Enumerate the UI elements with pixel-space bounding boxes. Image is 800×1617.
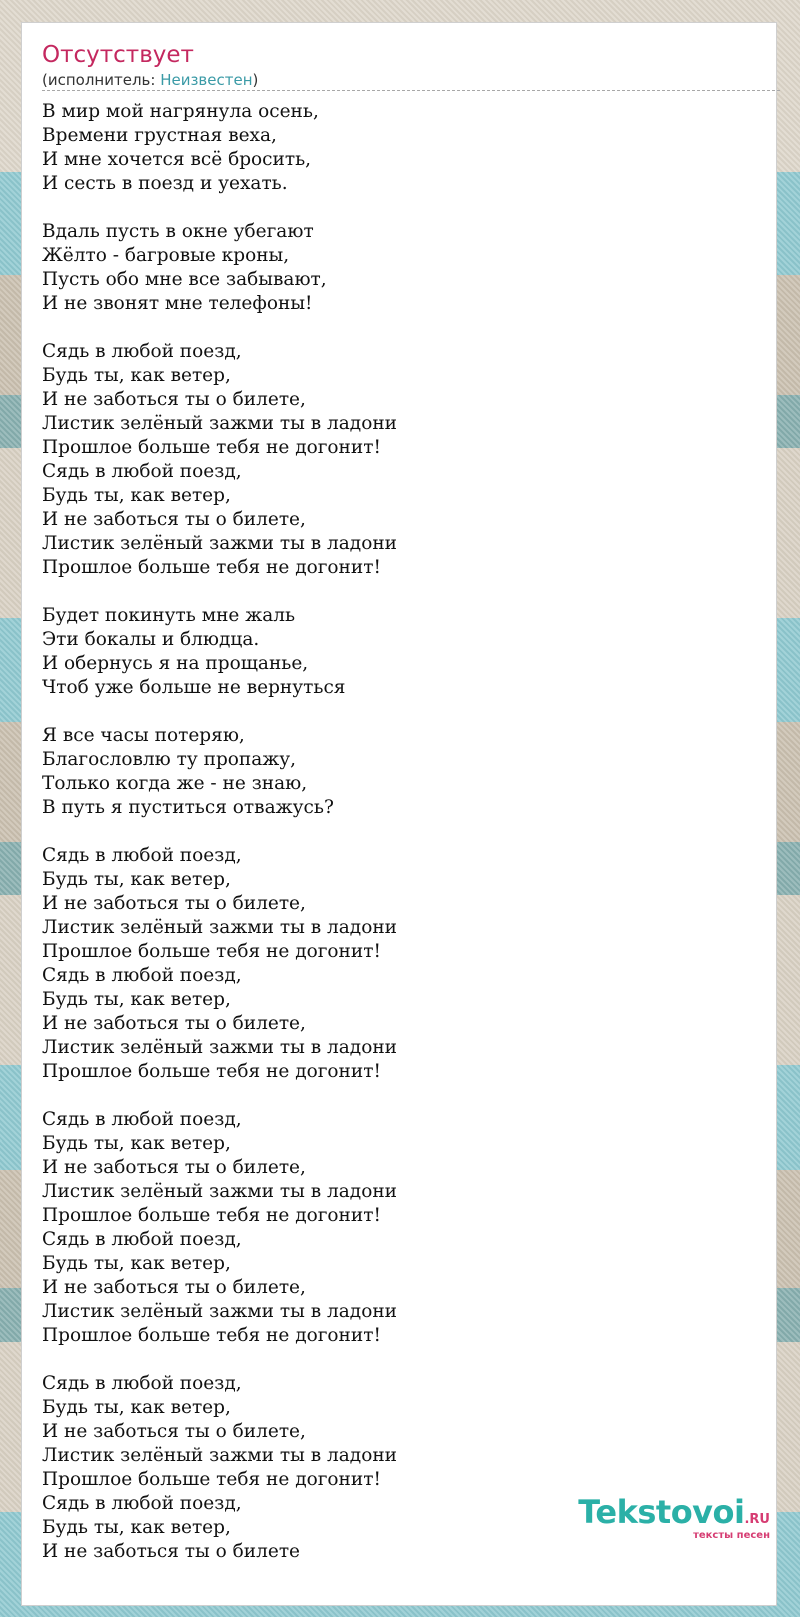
logo-tagline: тексты песен (693, 1530, 770, 1541)
lyrics-line: Листик зелёный зажми ты в ладони (42, 533, 397, 554)
lyrics-line: Будь ты, как ветер, (42, 1253, 231, 1274)
lyrics-line: Будет покинуть мне жаль (42, 605, 296, 626)
lyrics-stanza (42, 844, 397, 1084)
lyrics-line: Благословлю ту пропажу, (42, 749, 297, 770)
lyrics-card (21, 22, 777, 1606)
lyrics-line: Будь ты, как ветер, (42, 989, 231, 1010)
lyrics-line: И не заботься ты о билете (42, 1541, 300, 1562)
lyrics-line: И обернусь я на прощанье, (42, 653, 309, 674)
song-title: Отсутствует (42, 42, 194, 68)
lyrics-stanza (42, 100, 397, 196)
lyrics-line: И не заботься ты о билете, (42, 1421, 306, 1442)
lyrics-line: Прошлое больше тебя не догонит! (42, 1205, 381, 1226)
lyrics-line: Прошлое больше тебя не догонит! (42, 557, 381, 578)
lyrics-line: Листик зелёный зажми ты в ладони (42, 1181, 397, 1202)
lyrics-line: Прошлое больше тебя не догонит! (42, 1469, 381, 1490)
lyrics-line: И не заботься ты о билете, (42, 389, 306, 410)
lyrics-line: И не заботься ты о билете, (42, 509, 306, 530)
lyrics-line: Сядь в любой поезд, (42, 965, 242, 986)
lyrics-line: И не звонят мне телефоны! (42, 293, 313, 314)
artist-link[interactable]: Неизвестен (160, 71, 253, 89)
lyrics-line: И мне хочется всё бросить, (42, 149, 312, 170)
title-divider (42, 90, 780, 91)
lyrics-line: И не заботься ты о билете, (42, 893, 306, 914)
lyrics-line: Прошлое больше тебя не догонит! (42, 1325, 381, 1346)
lyrics-line: Будь ты, как ветер, (42, 1133, 231, 1154)
lyrics-line: Сядь в любой поезд, (42, 1109, 242, 1130)
logo-name: Tekstovoi (578, 1493, 745, 1531)
lyrics-line: Листик зелёный зажми ты в ладони (42, 1445, 397, 1466)
lyrics-line: Прошлое больше тебя не догонит! (42, 437, 381, 458)
lyrics-stanza (42, 1372, 397, 1564)
artist-prefix: (исполнитель: (42, 71, 161, 89)
lyrics-line: В путь я пуститься отважусь? (42, 797, 334, 818)
lyrics-line: Листик зелёный зажми ты в ладони (42, 917, 397, 938)
lyrics-stanza (42, 220, 397, 316)
lyrics-line: Сядь в любой поезд, (42, 341, 242, 362)
lyrics-stanza (42, 340, 397, 580)
lyrics-line: Сядь в любой поезд, (42, 845, 242, 866)
lyrics-line: И не заботься ты о билете, (42, 1013, 306, 1034)
lyrics-line: Листик зелёный зажми ты в ладони (42, 413, 397, 434)
lyrics-stanza (42, 604, 397, 700)
lyrics-stanza (42, 1108, 397, 1348)
lyrics-line: Будь ты, как ветер, (42, 365, 231, 386)
artist-suffix: ) (252, 71, 259, 89)
lyrics-line: В мир мой нагрянула осень, (42, 101, 319, 122)
lyrics-line: Я все часы потеряю, (42, 725, 245, 746)
lyrics-line: Сядь в любой поезд, (42, 1493, 242, 1514)
lyrics-text (42, 100, 397, 1564)
lyrics-line: Пусть обо мне все забывают, (42, 269, 327, 290)
lyrics-line: Будь ты, как ветер, (42, 869, 231, 890)
lyrics-line: Прошлое больше тебя не догонит! (42, 941, 381, 962)
lyrics-line: Сядь в любой поезд, (42, 1373, 242, 1394)
lyrics-line: Времени грустная веха, (42, 125, 277, 146)
lyrics-line: Сядь в любой поезд, (42, 461, 242, 482)
lyrics-line: Будь ты, как ветер, (42, 1397, 231, 1418)
artist-line (42, 70, 258, 90)
lyrics-line: Будь ты, как ветер, (42, 485, 231, 506)
lyrics-line: Будь ты, как ветер, (42, 1517, 231, 1538)
logo-tld: .RU (744, 1512, 770, 1527)
site-logo[interactable] (578, 1495, 770, 1529)
lyrics-line: И сесть в поезд и уехать. (42, 173, 288, 194)
lyrics-line: И не заботься ты о билете, (42, 1157, 306, 1178)
lyrics-line: Листик зелёный зажми ты в ладони (42, 1301, 397, 1322)
lyrics-line: Прошлое больше тебя не догонит! (42, 1061, 381, 1082)
lyrics-line: Сядь в любой поезд, (42, 1229, 242, 1250)
lyrics-line: Вдаль пусть в окне убегают (42, 221, 314, 242)
lyrics-line: Только когда же - не знаю, (42, 773, 308, 794)
lyrics-line: Чтоб уже больше не вернуться (42, 677, 346, 698)
lyrics-stanza (42, 724, 397, 820)
lyrics-line: Эти бокалы и блюдца. (42, 629, 260, 650)
lyrics-line: Листик зелёный зажми ты в ладони (42, 1037, 397, 1058)
lyrics-line: Жёлто - багровые кроны, (42, 245, 290, 266)
lyrics-line: И не заботься ты о билете, (42, 1277, 306, 1298)
